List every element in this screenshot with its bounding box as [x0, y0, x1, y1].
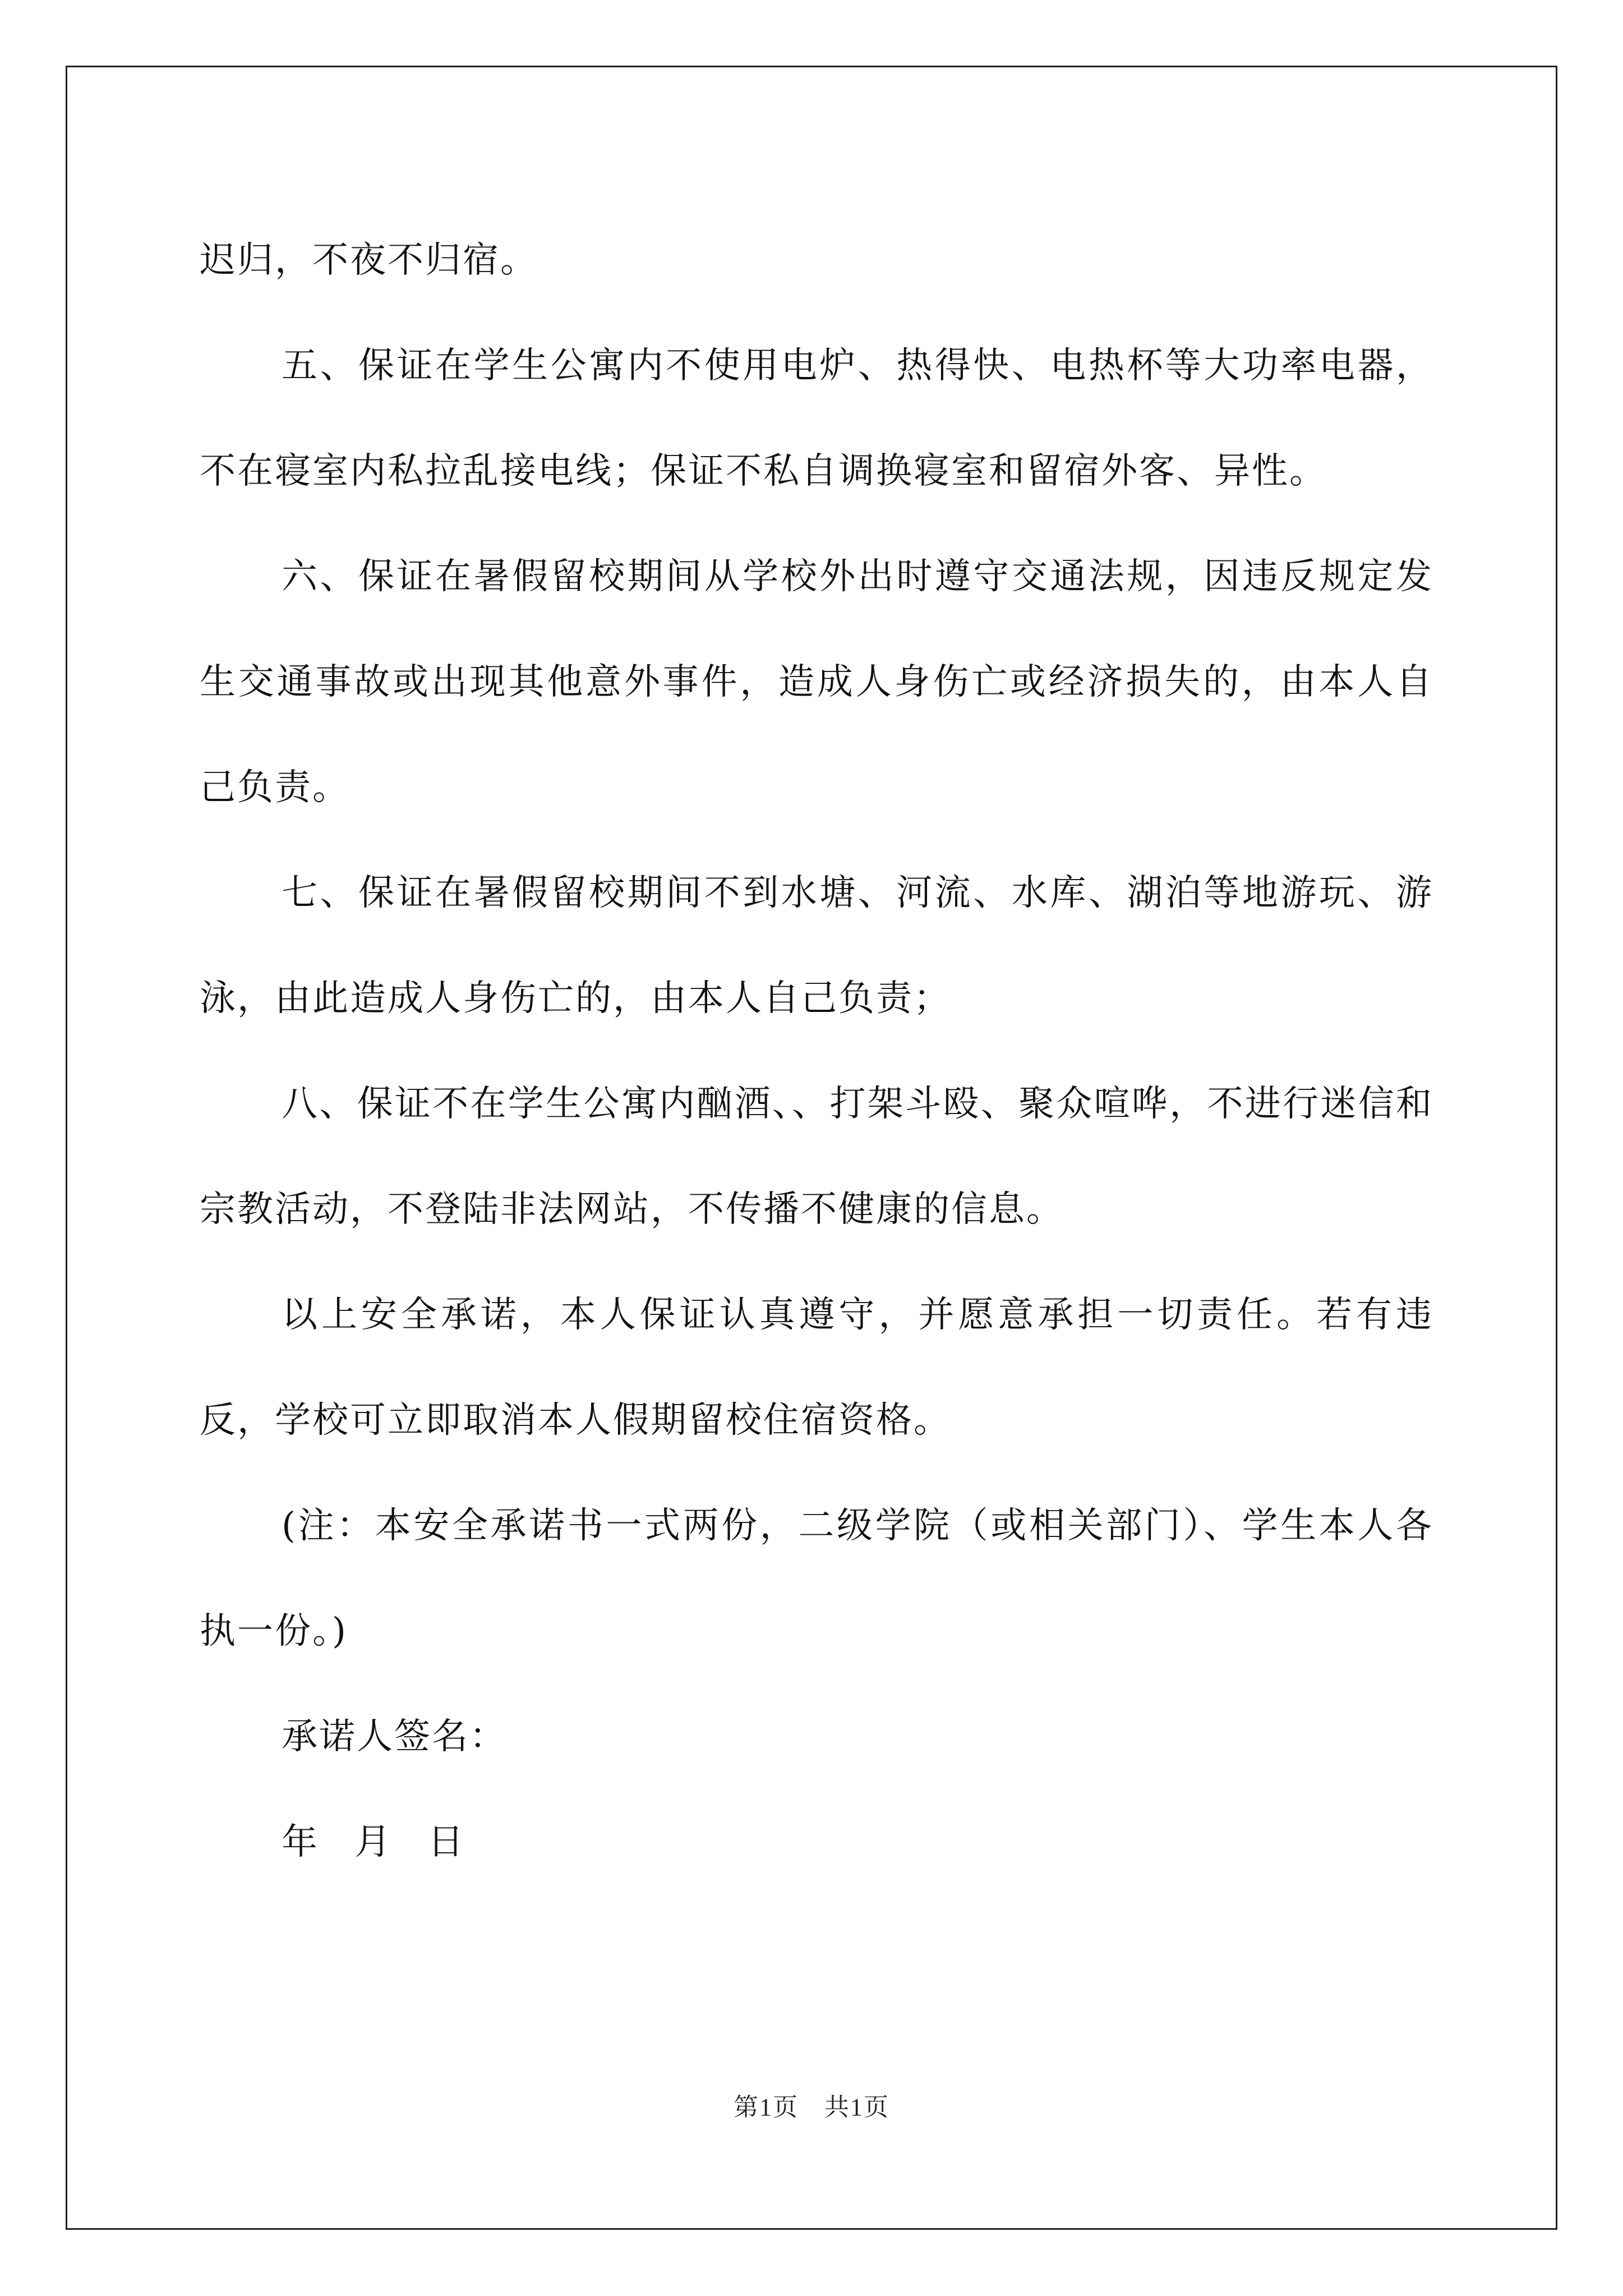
paragraph-item-6: 六、保证在暑假留校期间从学校外出时遵守交通法规，因违反规定发生交通事故或出现其他意外事件，造成人身伤亡或经济损失的，由本人自己负责。	[200, 556, 1433, 808]
paragraph-item-7: 七、保证在暑假留校期间不到水塘、河流、水库、湖泊等地游玩、游泳，由此造成人身伤亡的，由本人自己负责；	[200, 872, 1433, 1019]
document-body	[200, 208, 1433, 1895]
paragraph-note: (注：本安全承诺书一式两份，二级学院（或相关部门）、学生本人各执一份。)	[200, 1505, 1433, 1652]
date-line: 年 月 日	[282, 1821, 465, 1863]
paragraph-item-8: 八、保证不在学生公寓内酗酒、、打架斗殴、聚众喧哗，不进行迷信和宗教活动，不登陆非法网站，不传播不健康的信息。	[200, 1083, 1433, 1230]
paragraph-continuation: 迟归，不夜不归宿。	[200, 240, 538, 281]
paragraph-item-5: 五、保证在学生公寓内不使用电炉、热得快、电热杯等大功率电器，不在寝室内私拉乱接电线；保证不私自调换寝室和留宿外客、异性。	[200, 345, 1433, 492]
page-number: 第1页 共1页	[734, 2093, 889, 2121]
paragraph-commitment: 以上安全承诺，本人保证认真遵守，并愿意承担一切责任。若有违反，学校可立即取消本人假期留校住宿资格。	[200, 1294, 1433, 1441]
signature-line: 承诺人签名：	[282, 1716, 507, 1757]
